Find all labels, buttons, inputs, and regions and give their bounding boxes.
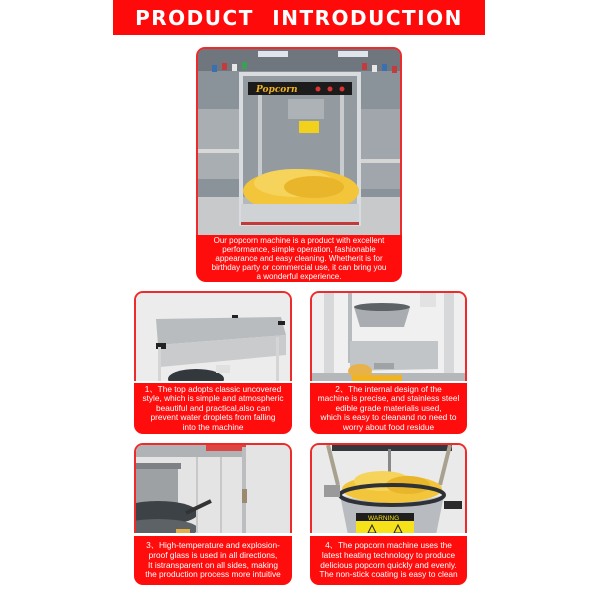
feature-caption-line: 4、The popcorn machine uses the	[325, 540, 452, 551]
feature-caption-line: proof glass is used in all directions,	[148, 549, 278, 560]
feature-image-interior	[310, 291, 467, 381]
top-cover-illustration	[136, 293, 292, 381]
feature-caption-line: prevent water droplets from falling	[150, 412, 276, 423]
feature-image-kettle	[310, 443, 467, 533]
feature-caption-line: edible grade materialis used,	[335, 402, 442, 413]
feature-caption-line: machine is precise, and stainless steel	[317, 393, 460, 404]
feature-caption-4	[310, 536, 467, 585]
feature-caption-line: The non-stick coating is easy to clean	[319, 569, 458, 580]
feature-caption-2	[310, 383, 467, 434]
feature-caption-line: the production process more intuitive	[145, 569, 281, 580]
page-title: PRODUCT INTRODUCTION	[135, 5, 463, 30]
feature-caption-line: style, which is simple and atmospheric	[142, 393, 284, 404]
feature-caption-line: delicious popcorn quickly and evenly.	[320, 559, 457, 570]
feature-caption-line: worry about food residue	[342, 421, 435, 432]
feature-caption-line: beautiful and practical,also can	[156, 402, 270, 413]
feature-caption-3	[134, 536, 292, 585]
interior-illustration	[312, 293, 467, 381]
svg-text:WARNING: WARNING	[368, 515, 400, 522]
feature-caption-line: 2、The internal design of the	[335, 383, 442, 394]
glass-panels-illustration	[136, 445, 292, 533]
feature-image-glass-panels	[134, 443, 292, 533]
feature-caption-line: 1、The top adopts classic uncovered	[144, 383, 282, 394]
main-description-line: appearance and easy cleaning. Whetherit is for	[215, 254, 383, 263]
feature-caption-line: 3、High-temperature and explosion-	[146, 540, 280, 551]
feature-caption-line: It istransparent on all sides, making	[147, 559, 279, 570]
main-description-line: birthday party or commercial use, it can bring you	[211, 263, 387, 272]
header-banner	[113, 0, 485, 35]
main-description-line: Our popcorn machine is a product with excellent	[213, 236, 385, 245]
feature-caption-line: into the machine	[182, 421, 244, 432]
main-description-line: performance, simple operation, fashionable	[222, 245, 376, 254]
feature-caption-1	[134, 383, 292, 434]
kettle-illustration	[312, 445, 467, 533]
main-description	[196, 235, 402, 282]
main-product-image	[196, 47, 402, 235]
feature-caption-line: which is easy to cleanand no need to	[320, 412, 457, 423]
svg-text:Popcorn: Popcorn	[256, 85, 298, 95]
popcorn-machine-illustration	[198, 49, 402, 235]
main-description-line: a wonderful experience.	[256, 272, 342, 281]
feature-image-top-cover	[134, 291, 292, 381]
feature-caption-line: latest heating technology to produce	[321, 549, 456, 560]
